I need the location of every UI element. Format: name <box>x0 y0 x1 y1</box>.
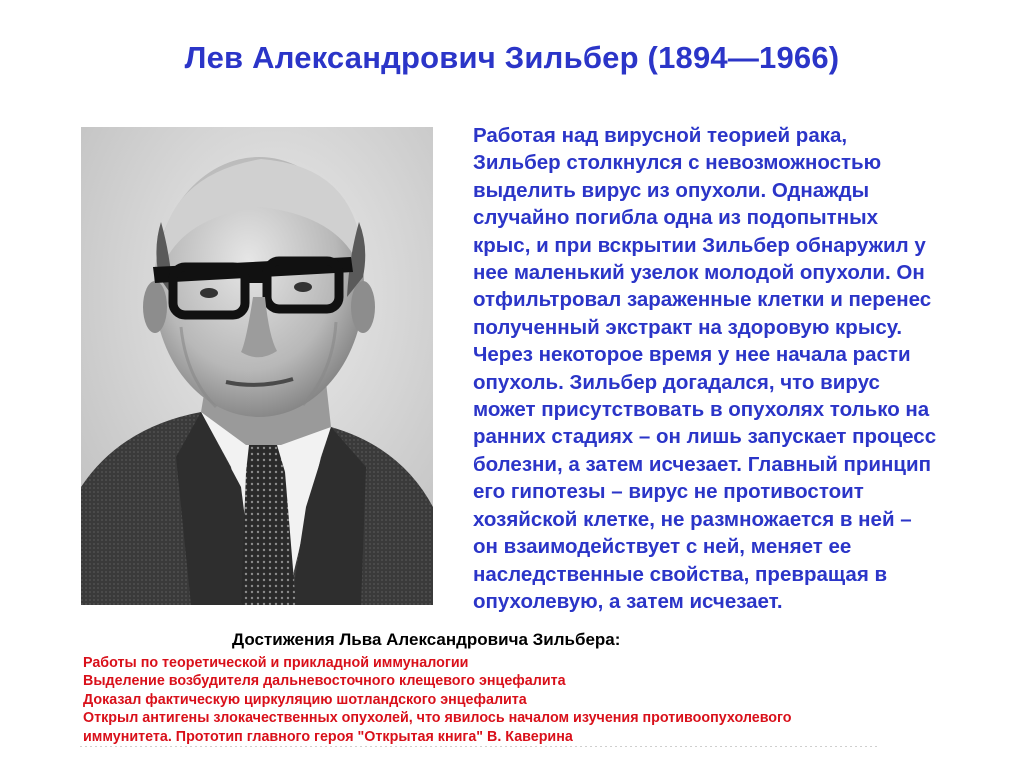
biography-line: хозяйской клетке, не размножается в ней – <box>473 507 912 531</box>
achievements-heading: Достижения Льва Александровича Зильбера: <box>232 630 621 649</box>
biography-line: наследственные свойства, превращая в <box>473 562 888 586</box>
achievement-item: Работы по теоретической и прикладной иммуналогии <box>83 655 469 671</box>
biography-line: может присутствовать в опухолях только на <box>473 398 930 422</box>
biography-line: полученный экстракт на здоровую крысу. <box>473 315 903 339</box>
biography-line: крыс, и при вскрытии Зильбер обнаружил у <box>473 233 926 257</box>
achievement-item: иммунитета. Прототип главного героя "Открытая книга" В. Каверина <box>83 728 573 744</box>
biography-line: Зильбер столкнулся с невозможностью <box>473 151 882 175</box>
biography-line: нее маленький узелок молодой опухоли. Он <box>473 261 925 285</box>
dotted-separator <box>80 746 880 747</box>
biography-line: Работая над вирусной теорией рака, <box>473 124 848 147</box>
slide-title: Лев Александрович Зильбер (1894—1966) <box>184 40 840 75</box>
achievement-item: Открыл антигены злокачественных опухолей, что явилось началом изучения противоопухолевого <box>83 710 792 727</box>
biography-line: выделить вирус из опухоли. Однажды <box>473 178 870 202</box>
achievement-item: Доказал фактическую циркуляцию шотландского энцефалита <box>83 691 527 708</box>
biography-line: ранних стадиях – он лишь запускает процесс <box>473 425 937 449</box>
biography-line: его гипотезы – вирус не противостоит <box>473 480 864 504</box>
biography-line: опухолевую, а затем исчезает. <box>473 589 783 613</box>
biography-line: болезни, а затем исчезает. Главный принцип <box>473 452 931 476</box>
biography-line: случайно погибла одна из подопытных <box>473 206 878 230</box>
biography-line: он взаимодействует с ней, меняет ее <box>473 535 852 559</box>
achievements-list <box>83 654 983 744</box>
biography-text <box>473 122 1003 615</box>
biography-line: опухоль. Зильбер догадался, что вирус <box>473 370 880 394</box>
biography-line: Через некоторое время у нее начала расти <box>473 343 911 367</box>
portrait-photo <box>81 127 433 605</box>
biography-line: отфильтровал зараженные клетки и перенес <box>473 288 932 312</box>
achievement-item: Выделение возбудителя дальневосточного клещевого энцефалита <box>83 673 566 690</box>
